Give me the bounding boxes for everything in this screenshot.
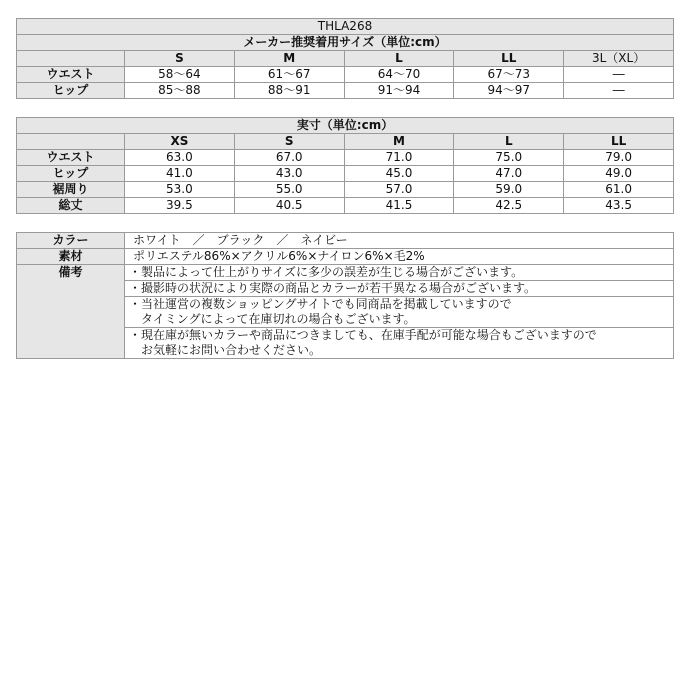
actual-size-table bbox=[16, 117, 674, 214]
details-table bbox=[16, 232, 674, 359]
note-line: お気軽にお問い合わせください。 bbox=[129, 343, 322, 357]
actual-size-title: 実寸（単位:cm） bbox=[17, 118, 674, 134]
row-label: ウエスト bbox=[17, 150, 125, 166]
table-row bbox=[17, 67, 674, 83]
column-header: 3L（XL） bbox=[564, 51, 674, 67]
row-label: ヒップ bbox=[17, 83, 125, 99]
table-cell: 43.5 bbox=[564, 198, 674, 214]
table-row bbox=[17, 166, 674, 182]
table-cell: 49.0 bbox=[564, 166, 674, 182]
material-value: ポリエステル86%×アクリル6%×ナイロン6%×毛2% bbox=[125, 249, 674, 265]
column-header: L bbox=[454, 134, 564, 150]
table-cell: 45.0 bbox=[344, 166, 454, 182]
table-row bbox=[17, 150, 674, 166]
table-cell: ― bbox=[564, 67, 674, 83]
table-cell: 57.0 bbox=[344, 182, 454, 198]
row-label: 裾周り bbox=[17, 182, 125, 198]
table-cell: 63.0 bbox=[125, 150, 235, 166]
column-header: LL bbox=[564, 134, 674, 150]
note-line: ・製品によって仕上がりサイズに多少の誤差が生じる場合がございます。 bbox=[129, 265, 524, 279]
column-header: XS bbox=[125, 134, 235, 150]
note-item bbox=[125, 297, 674, 328]
color-row bbox=[17, 233, 674, 249]
note-item bbox=[125, 265, 674, 281]
table-cell: 47.0 bbox=[454, 166, 564, 182]
column-header: S bbox=[234, 134, 344, 150]
column-header: LL bbox=[454, 51, 564, 67]
table-row bbox=[17, 182, 674, 198]
color-value: ホワイト ／ ブラック ／ ネイビー bbox=[125, 233, 674, 249]
table-cell: 75.0 bbox=[454, 150, 564, 166]
table-cell: 55.0 bbox=[234, 182, 344, 198]
note-line: タイミングによって在庫切れの場合もございます。 bbox=[129, 312, 416, 326]
table-cell: 88〜91 bbox=[234, 83, 344, 99]
table-cell: 43.0 bbox=[234, 166, 344, 182]
notes-label: 備考 bbox=[17, 265, 125, 359]
note-item bbox=[125, 281, 674, 297]
column-header: M bbox=[344, 134, 454, 150]
table-cell: 91〜94 bbox=[344, 83, 454, 99]
column-header: M bbox=[234, 51, 344, 67]
row-label: ヒップ bbox=[17, 166, 125, 182]
table-cell: 61〜67 bbox=[234, 67, 344, 83]
row-label: 総丈 bbox=[17, 198, 125, 214]
notes-row bbox=[17, 265, 674, 281]
table-cell: 39.5 bbox=[125, 198, 235, 214]
table-cell: 85〜88 bbox=[125, 83, 235, 99]
row-label: ウエスト bbox=[17, 67, 125, 83]
table-cell: 61.0 bbox=[564, 182, 674, 198]
table-cell: 41.5 bbox=[344, 198, 454, 214]
corner-cell bbox=[17, 51, 125, 67]
table-cell: 71.0 bbox=[344, 150, 454, 166]
table-cell: 64〜70 bbox=[344, 67, 454, 83]
maker-size-table bbox=[16, 18, 674, 99]
product-code: THLA268 bbox=[17, 19, 674, 35]
maker-size-title: メーカー推奨着用サイズ（単位:cm） bbox=[17, 35, 674, 51]
column-header: S bbox=[125, 51, 235, 67]
material-label: 素材 bbox=[17, 249, 125, 265]
table-cell: 67.0 bbox=[234, 150, 344, 166]
table-cell: 58〜64 bbox=[125, 67, 235, 83]
table-cell: 67〜73 bbox=[454, 67, 564, 83]
color-label: カラー bbox=[17, 233, 125, 249]
table-row bbox=[17, 198, 674, 214]
note-item bbox=[125, 328, 674, 359]
note-line: ・撮影時の状況により実際の商品とカラーが若干異なる場合がございます。 bbox=[129, 281, 537, 295]
table-cell: 40.5 bbox=[234, 198, 344, 214]
table-cell: 94〜97 bbox=[454, 83, 564, 99]
note-line: ・当社運営の複数ショッピングサイトでも同商品を掲載していますので bbox=[129, 297, 512, 311]
table-row bbox=[17, 83, 674, 99]
corner-cell bbox=[17, 134, 125, 150]
table-cell: 41.0 bbox=[125, 166, 235, 182]
table-cell: 79.0 bbox=[564, 150, 674, 166]
table-cell: ― bbox=[564, 83, 674, 99]
table-cell: 53.0 bbox=[125, 182, 235, 198]
table-cell: 42.5 bbox=[454, 198, 564, 214]
note-line: ・現在庫が無いカラーや商品につきましても、在庫手配が可能な場合もございますので bbox=[129, 328, 597, 342]
material-row bbox=[17, 249, 674, 265]
table-cell: 59.0 bbox=[454, 182, 564, 198]
column-header: L bbox=[344, 51, 454, 67]
